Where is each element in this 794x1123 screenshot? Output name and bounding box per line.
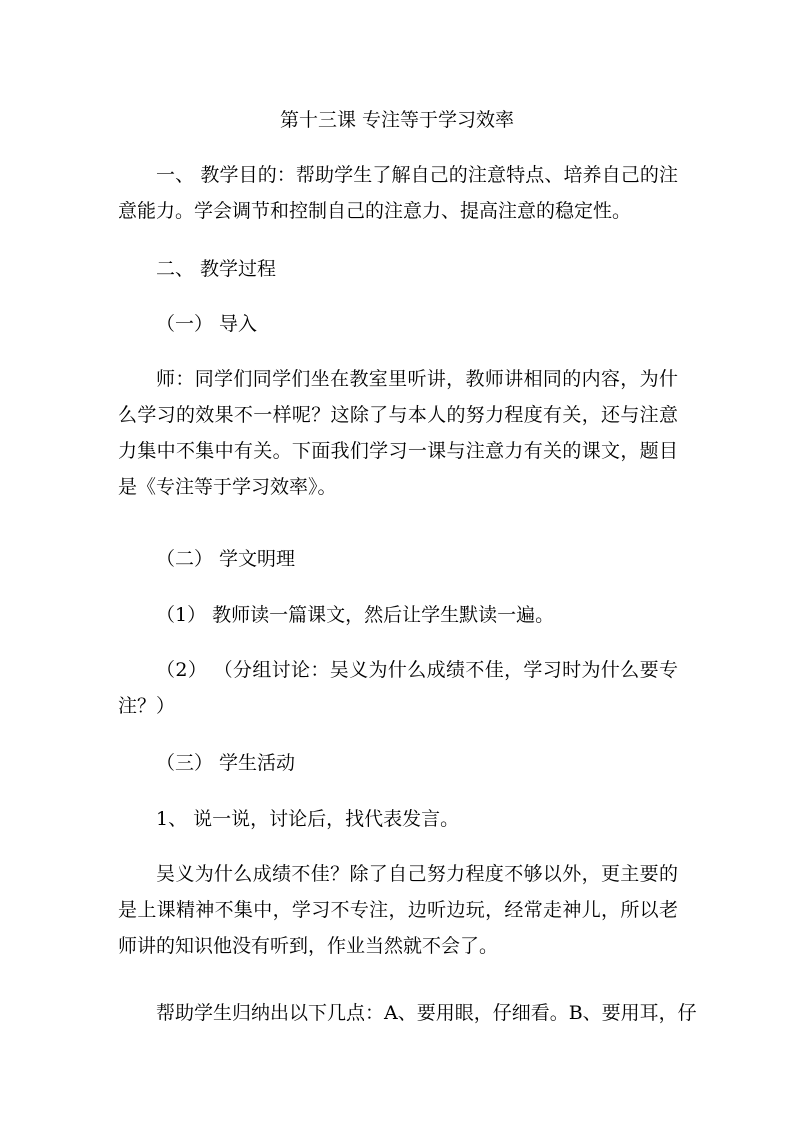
heading-teaching-process: 二、 教学过程 bbox=[156, 258, 277, 280]
page-title: 第十三课 专注等于学习效率 bbox=[279, 109, 515, 131]
subheading-learning-text: （二） 学文明理 bbox=[156, 548, 296, 570]
subheading-introduction: （一） 导入 bbox=[156, 313, 258, 335]
paragraph-wu-yi-analysis: 吴义为什么成绩不佳？除了自己努力程度不够以外，更主要的是上课精神不集中，学习不专注，边听边玩，经常走神儿，所以老师讲的知识他没有听到，作业当然就不会了。 bbox=[118, 863, 678, 957]
paragraph-teaching-goal: 一、 教学目的：帮助学生了解自己的注意特点、培养自己的注意能力。学会调节和控制自己的注意力、提高注意的稳定性。 bbox=[118, 164, 678, 222]
list-item-2: （2） （分组讨论：吴义为什么成绩不佳，学习时为什么要专注？） bbox=[118, 659, 678, 717]
activity-item-1: 1、 说一说，讨论后，找代表发言。 bbox=[156, 808, 460, 830]
list-item-1: （1） 教师读一篇课文，然后让学生默读一遍。 bbox=[156, 604, 555, 626]
paragraph-teacher-introduction: 师：同学们同学们坐在教室里听讲，教师讲相同的内容，为什么学习的效果不一样呢？这除了与本人的努力程度有关，还与注意力集中不集中有关。下面我们学习一课与注意力有关的课文，题目是《专注等于学习效率》。 bbox=[118, 368, 678, 498]
subheading-student-activity: （三） 学生活动 bbox=[156, 752, 296, 774]
paragraph-summary-points: 帮助学生归纳出以下几点：A、要用眼，仔细看。B、要用耳，仔 bbox=[156, 1002, 697, 1024]
